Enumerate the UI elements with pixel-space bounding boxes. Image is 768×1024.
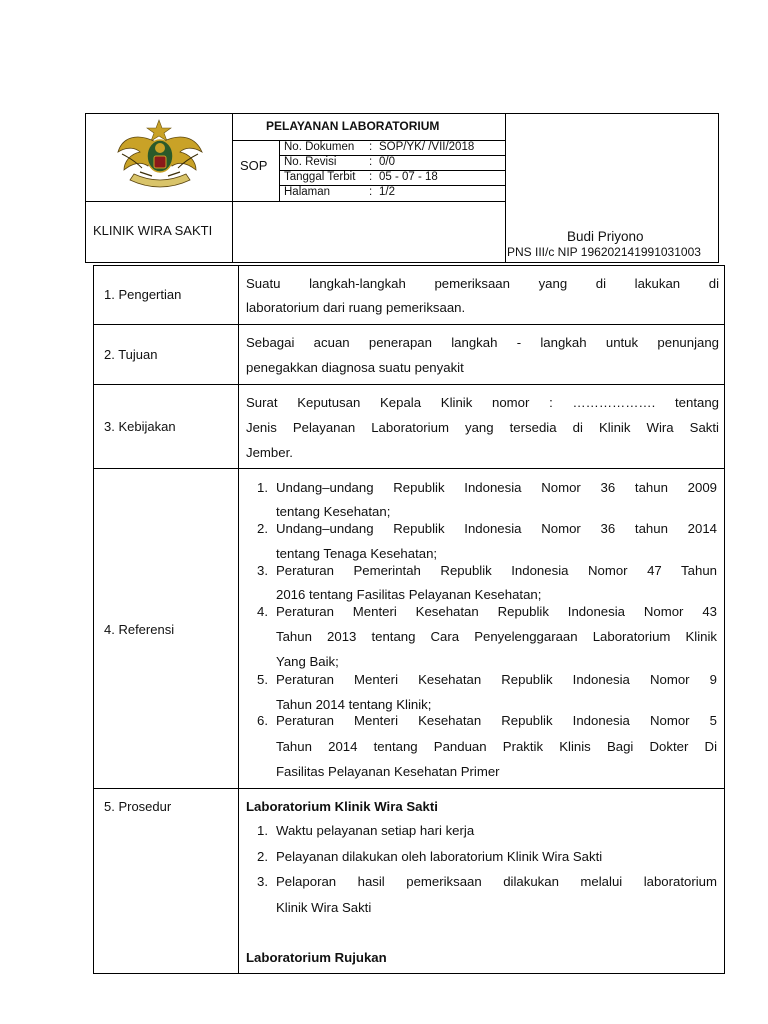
list-number: 1. [257, 823, 268, 838]
referensi-line: tentang Tenaga Kesehatan; [276, 546, 438, 561]
prosedur-line: Klinik Wira Sakti [276, 900, 372, 915]
section-label-kebijakan: 3. Kebijakan [104, 419, 176, 434]
doc-field-value: SOP/YK/ /VII/2018 [379, 141, 475, 153]
signatory-name: Budi Priyono [567, 229, 644, 244]
list-number: 2. [257, 521, 268, 536]
referensi-line: Peraturan Menteri Kesehatan Republik Indonesia Nomor 5 [276, 713, 717, 728]
doc-field-colon: : [369, 171, 373, 183]
list-number: 6. [257, 713, 268, 728]
prosedur-heading: Laboratorium Klinik Wira Sakti [246, 799, 438, 814]
kebijakan-line: Surat Keputusan Kepala Klinik nomor : ………………. tentang [246, 395, 719, 410]
tujuan-line: penegakkan diagnosa suatu penyakit [246, 360, 464, 375]
doc-field-value: 1/2 [379, 186, 395, 198]
referensi-line: Fasilitas Pelayanan Kesehatan Primer [276, 764, 500, 779]
signatory-id: PNS III/c NIP 196202141991031003 [507, 245, 701, 259]
referensi-line: Tahun 2013 tentang Cara Penyelenggaraan Laboratorium Klinik [276, 629, 717, 644]
pengertian-line: Suatu langkah-langkah pemeriksaan yang di lakukan di [246, 276, 719, 291]
section-label-referensi: 4. Referensi [104, 622, 175, 637]
doc-field-key: Halaman [284, 186, 331, 198]
referensi-line: Tahun 2014 tentang Klinik; [276, 697, 432, 712]
doc-field-key: No. Revisi [284, 156, 337, 168]
section-label-pengertian: 1. Pengertian [104, 287, 182, 302]
list-number: 3. [257, 563, 268, 578]
doc-field-colon: : [369, 186, 373, 198]
doc-field-colon: : [369, 156, 373, 168]
list-number: 5. [257, 672, 268, 687]
referensi-line: Peraturan Menteri Kesehatan Republik Indonesia Nomor 9 [276, 672, 717, 687]
referensi-line: Undang–undang Republik Indonesia Nomor 36 tahun 2009 [276, 480, 717, 495]
doc-field-key: No. Dokumen [284, 141, 355, 153]
list-number: 1. [257, 480, 268, 495]
clinic-name: KLINIK WIRA SAKTI [93, 223, 213, 238]
referensi-line: Peraturan Pemerintah Republik Indonesia Nomor 47 Tahun [276, 563, 717, 578]
list-number: 4. [257, 604, 268, 619]
referensi-line: Tahun 2014 tentang Panduan Praktik Klinis Bagi Dokter Di [276, 739, 717, 754]
section-label-tujuan: 2. Tujuan [104, 347, 158, 362]
doc-field-value: 0/0 [379, 156, 395, 168]
tujuan-line: Sebagai acuan penerapan langkah - langkah untuk penunjang [246, 335, 719, 350]
referensi-line: Yang Baik; [276, 654, 339, 669]
doc-field-value: 05 - 07 - 18 [379, 171, 438, 183]
pengertian-line: laboratorium dari ruang pemeriksaan. [246, 300, 466, 315]
prosedur-line: Waktu pelayanan setiap hari kerja [276, 823, 475, 838]
prosedur-heading: Laboratorium Rujukan [246, 950, 387, 965]
referensi-line: Undang–undang Republik Indonesia Nomor 36 tahun 2014 [276, 521, 717, 536]
referensi-line: tentang Kesehatan; [276, 504, 391, 519]
list-number: 3. [257, 874, 268, 889]
referensi-line: 2016 tentang Fasilitas Pelayanan Kesehatan; [276, 587, 542, 602]
kebijakan-line: Jenis Pelayanan Laboratorium yang tersedia di Klinik Wira Sakti [246, 420, 719, 435]
section-label-prosedur: 5. Prosedur [104, 799, 172, 814]
kebijakan-line: Jember. [246, 445, 293, 460]
document-title: PELAYANAN LABORATORIUM [266, 119, 440, 133]
doc-field-key: Tanggal Terbit [284, 171, 356, 183]
eagle-emblem-logo [116, 118, 204, 194]
referensi-line: Peraturan Menteri Kesehatan Republik Indonesia Nomor 43 [276, 604, 717, 619]
sop-label: SOP [240, 158, 268, 173]
prosedur-line: Pelaporan hasil pemeriksaan dilakukan melalui laboratorium [276, 874, 717, 889]
list-number: 2. [257, 849, 268, 864]
doc-field-colon: : [369, 141, 373, 153]
prosedur-line: Pelayanan dilakukan oleh laboratorium Klinik Wira Sakti [276, 849, 603, 864]
